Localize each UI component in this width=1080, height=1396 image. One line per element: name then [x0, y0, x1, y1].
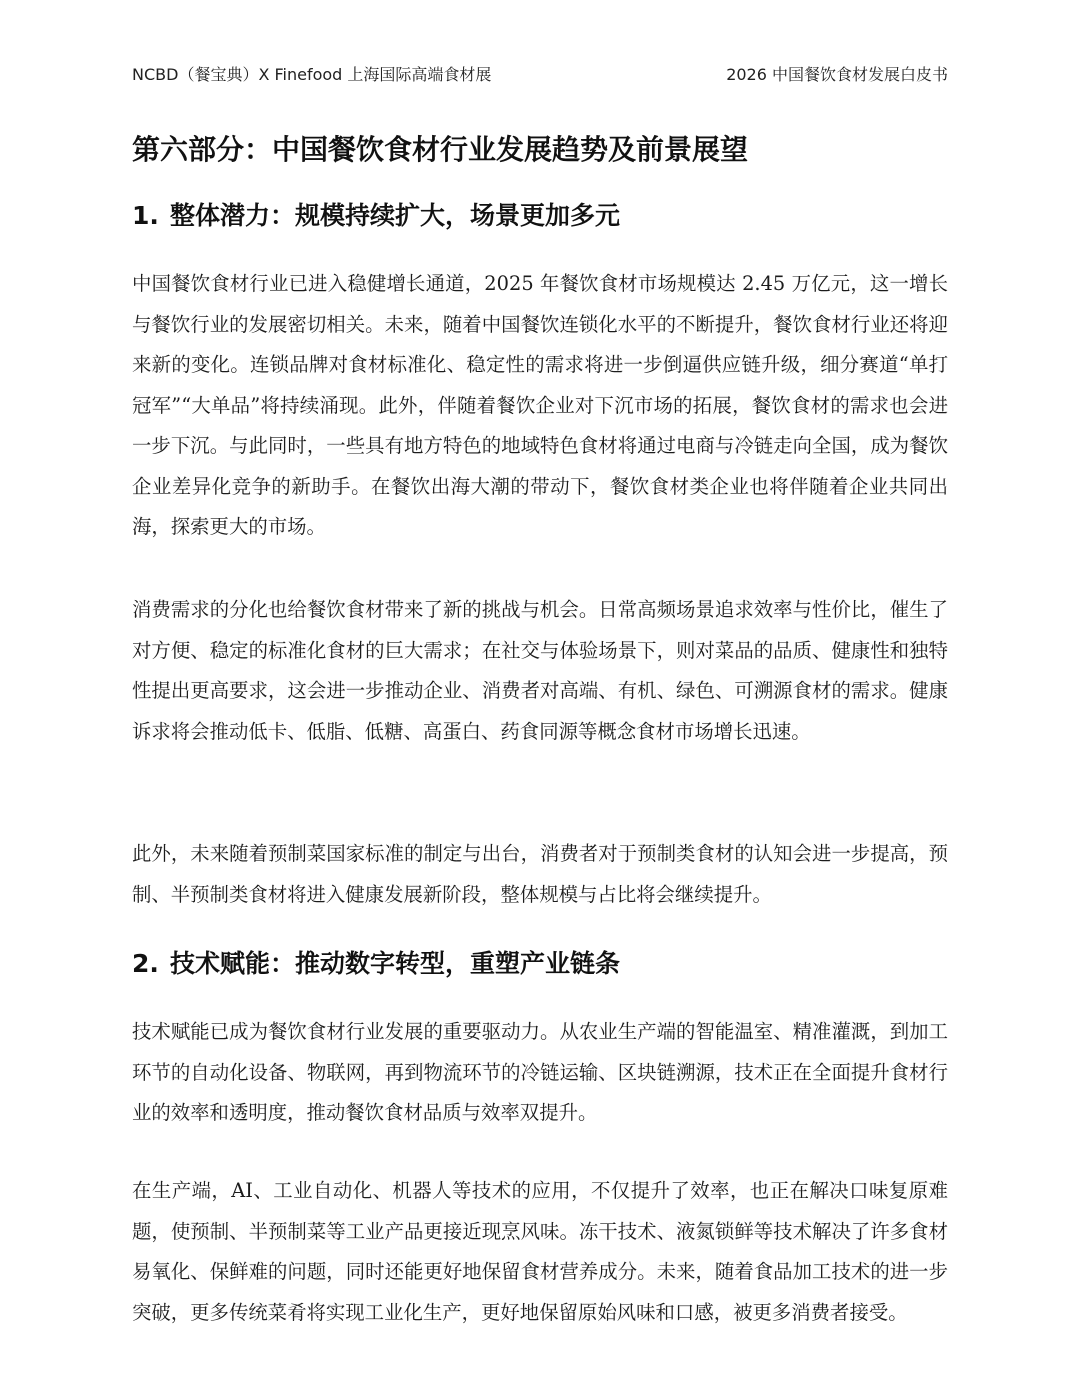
section-1-paragraph-1: 中国餐饮食材行业已进入稳健增长通道，2025 年餐饮食材市场规模达 2.45 万亿元，这一增长与餐饮行业的发展密切相关。未来，随着中国餐饮连锁化水平的不断提升，餐饮食材行业还将迎来新的变化。连锁品牌对食材标准化、稳定性的需求将进一步倒逼供应链升级，细分赛道“单打冠军”“大单品”将持续涌现。此外，伴随着餐饮企业对下沉市场的拓展，餐饮食材的需求也会进一步下沉。与此同时，一些具有地方特色的地域特色食材将通过电商与冷链走向全国，成为餐饮企业差异化竞争的新助手。在餐饮出海大潮的带动下，餐饮食材类企业也将伴随着企业共同出海，探索更大的市场。: [132, 272, 948, 538]
section-1-paragraph-3: 此外，未来随着预制菜国家标准的制定与出台，消费者对于预制类食材的认知会进一步提高，预制、半预制类食材将进入健康发展新阶段，整体规模与占比将会继续提升。: [132, 842, 948, 906]
section-1-title: 整体潜力：规模持续扩大，场景更加多元: [170, 201, 621, 230]
part-title: 第六部分：中国餐饮食材行业发展趋势及前景展望: [132, 133, 749, 166]
section-1-heading: [132, 196, 948, 236]
section-2-number: 2.: [132, 949, 159, 978]
section-1-number: 1.: [132, 201, 159, 230]
section-1-paragraph-2: 消费需求的分化也给餐饮食材带来了新的挑战与机会。日常高频场景追求效率与性价比，催生了对方便、稳定的标准化食材的巨大需求；在社交与体验场景下，则对菜品的品质、健康性和独特性提出更高要求，这会进一步推动企业、消费者对高端、有机、绿色、可溯源食材的需求。健康诉求将会推动低卡、低脂、低糖、高蛋白、药食同源等概念食材市场增长迅速。: [132, 598, 948, 743]
section-2-heading: [132, 944, 948, 984]
header-left-text: NCBD（餐宝典）X Finefood 上海国际高端食材展: [132, 65, 492, 84]
header-right-text: 2026 中国餐饮食材发展白皮书: [726, 65, 948, 84]
section-2-paragraph-2: 在生产端，AI、工业自动化、机器人等技术的应用，不仅提升了效率，也正在解决口味复原难题，使预制、半预制菜等工业产品更接近现烹风味。冻干技术、液氮锁鲜等技术解决了许多食材易氧化、保鲜难的问题，同时还能更好地保留食材营养成分。未来，随着食品加工技术的进一步突破，更多传统菜肴将实现工业化生产，更好地保留原始风味和口感，被更多消费者接受。: [132, 1179, 948, 1324]
section-2-paragraph-1: 技术赋能已成为餐饮食材行业发展的重要驱动力。从农业生产端的智能温室、精准灌溉，到加工环节的自动化设备、物联网，再到物流环节的冷链运输、区块链溯源，技术正在全面提升食材行业的效率和透明度，推动餐饮食材品质与效率双提升。: [132, 1020, 948, 1124]
page-header: [132, 62, 948, 92]
section-2-title: 技术赋能：推动数字转型，重塑产业链条: [170, 949, 621, 978]
